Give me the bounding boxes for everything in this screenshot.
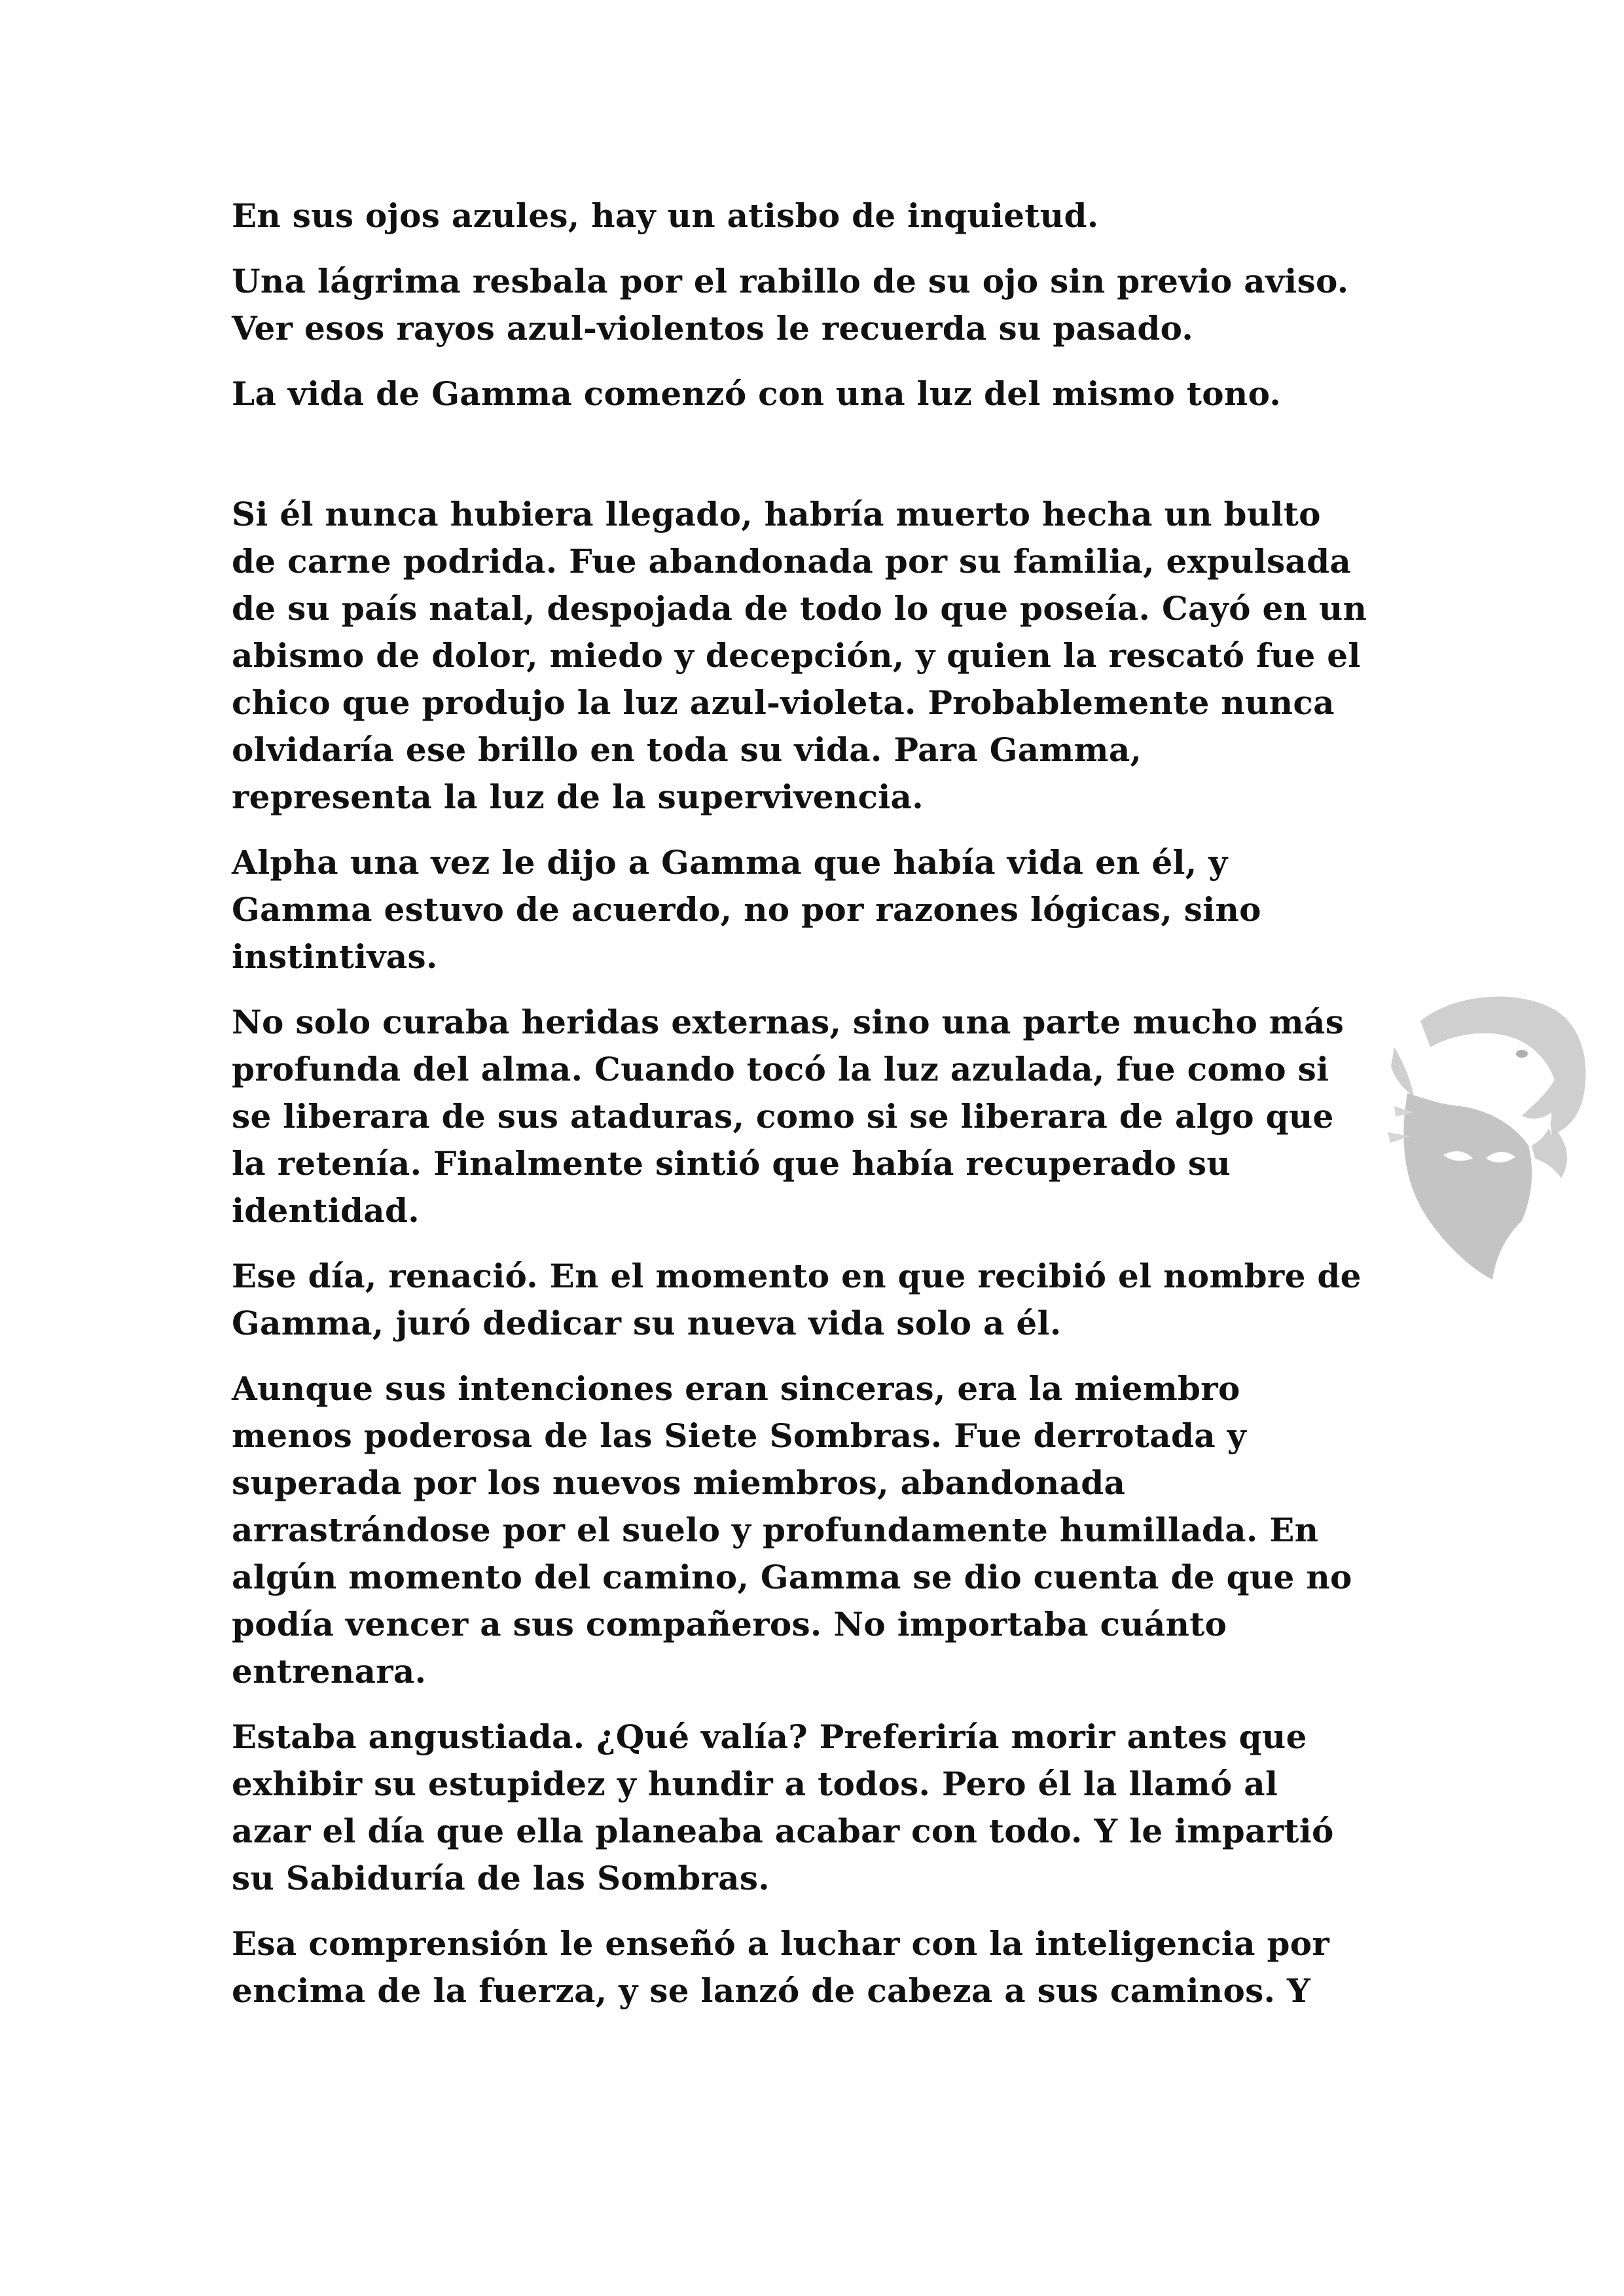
paragraph-2 xyxy=(232,258,1403,352)
text-line: instintivas. xyxy=(232,937,438,976)
text-line: La vida de Gamma comenzó con una luz del mismo tono. xyxy=(232,374,1282,413)
text-line: exhibir su estupidez y hundir a todos. Pero él la llamó al xyxy=(232,1765,1278,1803)
paragraph-8 xyxy=(232,1365,1403,1695)
paragraph-5 xyxy=(232,839,1403,980)
text-line: se liberara de sus ataduras, como si se liberara de algo que xyxy=(232,1097,1334,1136)
text-line: No solo curaba heridas externas, sino una parte mucho más xyxy=(232,1003,1344,1041)
text-line: arrastrándose por el suelo y profundamente humillada. En xyxy=(232,1511,1319,1549)
text-line: Gamma estuvo de acuerdo, no por razones lógicas, sino xyxy=(232,890,1261,929)
paragraph-4 xyxy=(232,491,1403,821)
text-line: abismo de dolor, miedo y decepción, y quien la rescató fue el xyxy=(232,636,1361,675)
text-line: representa la luz de la supervivencia. xyxy=(232,778,924,816)
text-line: profunda del alma. Cuando tocó la luz azulada, fue como si xyxy=(232,1050,1329,1088)
text-line: Gamma, juró dedicar su nueva vida solo a él. xyxy=(232,1304,1062,1342)
text-line: algún momento del camino, Gamma se dio cuenta de que no xyxy=(232,1558,1352,1596)
text-line: Ese día, renació. En el momento en que recibió el nombre de xyxy=(232,1257,1362,1295)
paragraph-7 xyxy=(232,1253,1403,1347)
text-line: su Sabiduría de las Sombras. xyxy=(232,1859,770,1897)
paragraph-1 xyxy=(232,192,1403,240)
text-line: de su país natal, despojada de todo lo que poseía. Cayó en un xyxy=(232,589,1367,628)
text-line: En sus ojos azules, hay un atisbo de inquietud. xyxy=(232,196,1099,235)
text-line: menos poderosa de las Siete Sombras. Fue derrotada y xyxy=(232,1416,1246,1455)
text-line: Una lágrima resbala por el rabillo de su ojo sin previo aviso. xyxy=(232,262,1349,300)
text-line: identidad. xyxy=(232,1191,420,1230)
text-line: Esa comprensión le enseñó a luchar con la inteligencia por xyxy=(232,1924,1330,1963)
text-line: Ver esos rayos azul-violentos le recuerda su pasado. xyxy=(232,309,1194,348)
dinosaur-skull-logo-icon xyxy=(1381,982,1597,1283)
paragraph-9 xyxy=(232,1713,1403,1902)
text-line: olvidaría ese brillo en toda su vida. Para Gamma, xyxy=(232,730,1142,769)
text-line: Aunque sus intenciones eran sinceras, era la miembro xyxy=(232,1369,1240,1408)
text-line: Estaba angustiada. ¿Qué valía? Preferiría morir antes que xyxy=(232,1717,1307,1756)
text-line: chico que produjo la luz azul-violeta. Probablemente nunca xyxy=(232,683,1335,722)
paragraph-3 xyxy=(232,370,1403,418)
text-line: Alpha una vez le dijo a Gamma que había vida en él, y xyxy=(232,843,1228,882)
text-line: encima de la fuerza, y se lanzó de cabeza a sus caminos. Y xyxy=(232,1971,1310,2010)
text-line: superada por los nuevos miembros, abandonada xyxy=(232,1463,1126,1502)
body-text xyxy=(232,192,1403,2033)
text-line: podía vencer a sus compañeros. No importaba cuánto xyxy=(232,1605,1227,1643)
text-line: Si él nunca hubiera llegado, habría muerto hecha un bulto xyxy=(232,495,1321,533)
paragraph-6 xyxy=(232,999,1403,1234)
text-line: la retenía. Finalmente sintió que había recuperado su xyxy=(232,1144,1231,1183)
text-line: de carne podrida. Fue abandonada por su familia, expulsada xyxy=(232,542,1352,581)
text-line: azar el día que ella planeaba acabar con todo. Y le impartió xyxy=(232,1812,1334,1850)
text-line: entrenara. xyxy=(232,1652,427,1691)
paragraph-10 xyxy=(232,1920,1403,2015)
